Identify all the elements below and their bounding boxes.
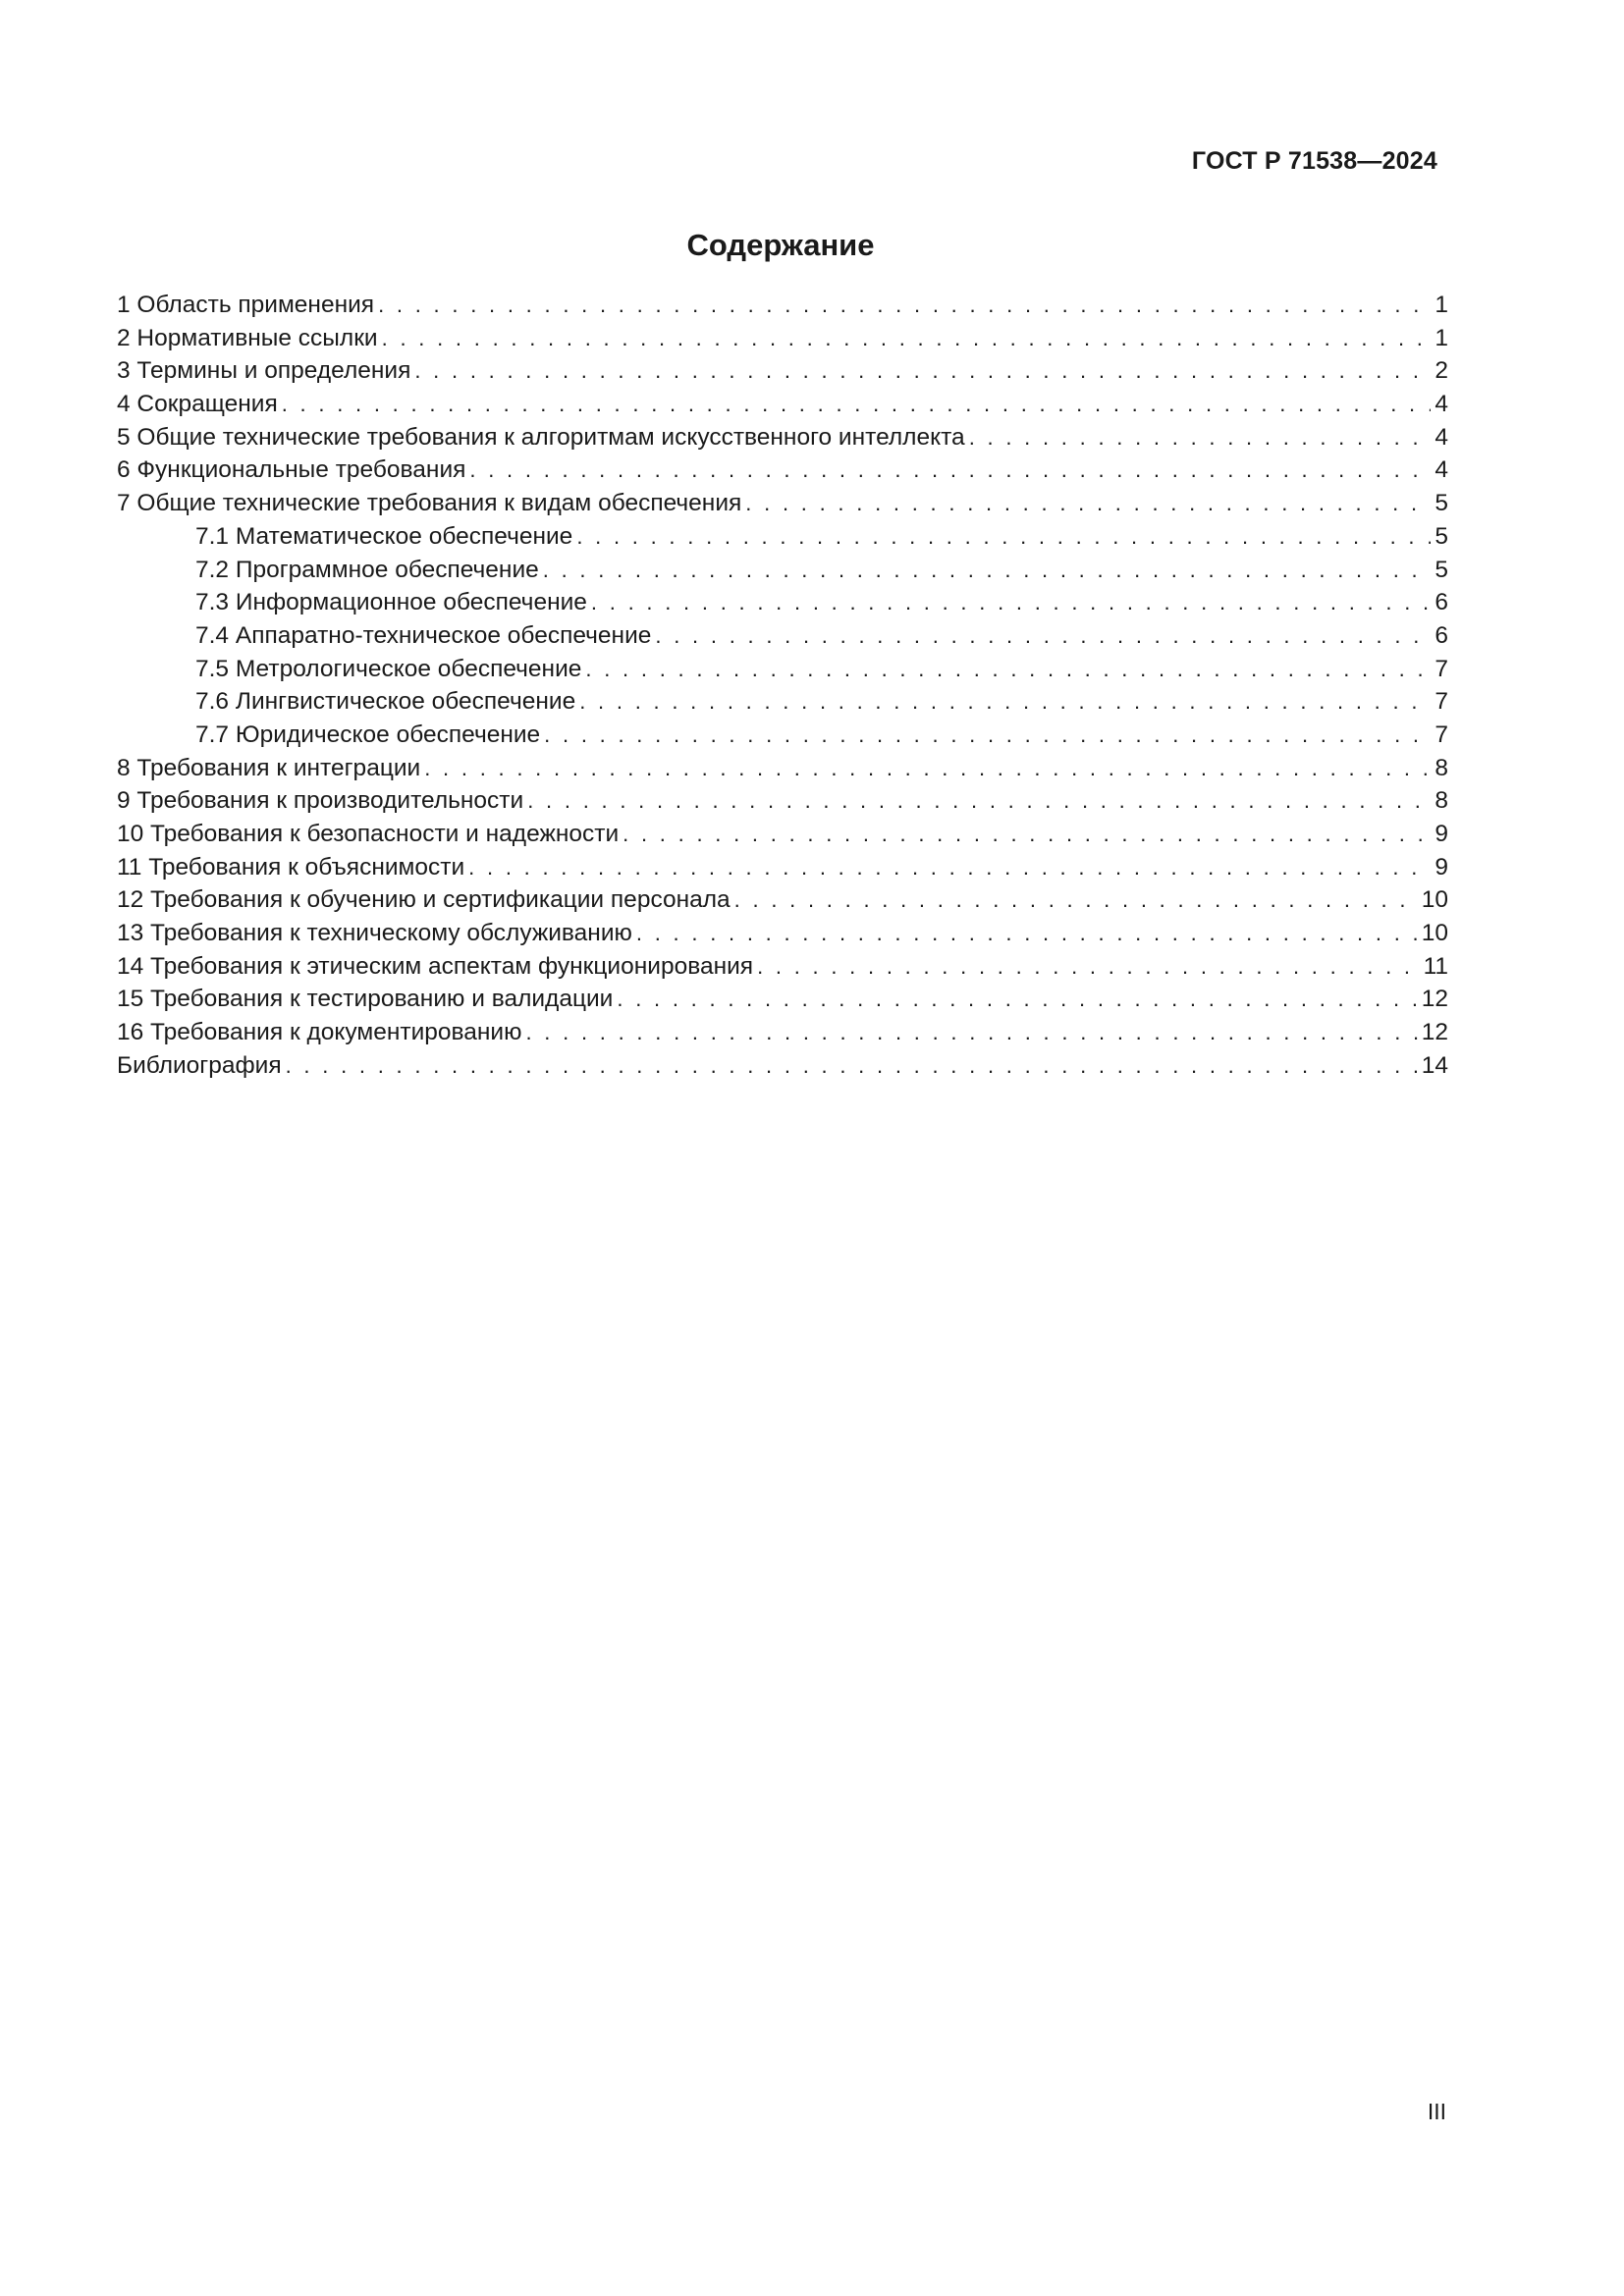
toc-entry-text: 12 Требования к обучению и сертификации персонала	[117, 886, 731, 914]
toc-entry-text: 7.4 Аппаратно-техническое обеспечение	[195, 621, 652, 649]
toc-entry-page: 8	[1435, 787, 1448, 815]
toc-entry-text: 11 Требования к объяснимости	[117, 853, 465, 881]
toc-entry-bibliography[interactable]	[117, 1049, 1448, 1083]
toc-entry-text: 5 Общие технические требования к алгоритмам искусственного интеллекта	[117, 423, 965, 451]
toc-entry-10[interactable]	[117, 818, 1448, 851]
toc-entry-page: 7	[1435, 721, 1448, 748]
toc-entry-7[interactable]	[117, 487, 1448, 520]
toc-entry-text: 4 Сокращения	[117, 391, 278, 418]
toc-entry-page: 4	[1435, 423, 1448, 451]
toc-entry-4[interactable]	[117, 388, 1448, 421]
toc-entry-text: 13 Требования к техническому обслуживанию	[117, 920, 632, 947]
dot-leader	[636, 917, 1418, 950]
dot-leader	[591, 586, 1431, 619]
toc-entry-page: 11	[1423, 952, 1448, 980]
toc-entry-15[interactable]	[117, 983, 1448, 1016]
dot-leader	[414, 354, 1431, 388]
dot-leader	[655, 619, 1431, 653]
toc-entry-text: 9 Требования к производительности	[117, 787, 524, 815]
toc-entry-9[interactable]	[117, 784, 1448, 818]
dot-leader	[617, 983, 1417, 1016]
dot-leader	[282, 388, 1432, 421]
toc-entry-text: 7.7 Юридическое обеспечение	[195, 721, 541, 748]
toc-entry-text: 15 Требования к тестированию и валидации	[117, 986, 614, 1013]
toc-entry-11[interactable]	[117, 851, 1448, 884]
toc-entry-text: 2 Нормативные ссылки	[117, 324, 378, 351]
dot-leader	[757, 950, 1420, 984]
dot-leader	[424, 752, 1431, 785]
toc-entry-1[interactable]	[117, 289, 1448, 322]
toc-entry-7-6[interactable]	[117, 685, 1448, 719]
toc-entry-page: 5	[1435, 522, 1448, 550]
toc-entry-text: 7.1 Математическое обеспечение	[195, 522, 573, 550]
toc-entry-page: 7	[1435, 688, 1448, 716]
toc-entry-page: 5	[1435, 556, 1448, 583]
toc-title: Содержание	[686, 228, 875, 262]
toc-entry-page: 9	[1435, 853, 1448, 881]
dot-leader	[576, 520, 1431, 554]
toc-entry-text: 7 Общие технические требования к видам обеспечения	[117, 490, 742, 517]
toc-entry-text: 7.5 Метрологическое обеспечение	[195, 655, 582, 682]
toc-entry-7-5[interactable]	[117, 653, 1448, 686]
toc-entry-page: 10	[1421, 920, 1448, 947]
dot-leader	[745, 487, 1431, 520]
dot-leader	[286, 1049, 1418, 1083]
toc-entry-3[interactable]	[117, 354, 1448, 388]
toc-entry-page: 7	[1435, 655, 1448, 682]
toc-entry-6[interactable]	[117, 454, 1448, 487]
toc-entry-text: 8 Требования к интеграции	[117, 754, 421, 781]
dot-leader	[527, 784, 1431, 818]
toc-entry-text: Библиография	[117, 1051, 282, 1079]
toc-entry-7-4[interactable]	[117, 619, 1448, 653]
toc-entry-page: 4	[1435, 456, 1448, 484]
toc-entry-page: 9	[1435, 821, 1448, 847]
dot-leader	[543, 554, 1432, 587]
toc-entry-13[interactable]	[117, 917, 1448, 950]
toc-entry-text: 7.3 Информационное обеспечение	[195, 589, 587, 616]
toc-entry-page: 6	[1435, 589, 1448, 616]
toc-entry-page: 1	[1435, 324, 1448, 351]
toc-entry-page: 12	[1421, 986, 1448, 1013]
toc-entry-7-7[interactable]	[117, 719, 1448, 752]
dot-leader	[623, 818, 1431, 851]
dot-leader	[382, 322, 1432, 355]
toc-entry-page: 8	[1435, 754, 1448, 781]
toc-entry-page: 10	[1421, 886, 1448, 914]
toc-entry-text: 3 Термины и определения	[117, 357, 411, 385]
toc-entry-page: 5	[1435, 490, 1448, 517]
toc-entry-page: 14	[1421, 1051, 1448, 1079]
toc-entry-page: 6	[1435, 621, 1448, 649]
dot-leader	[544, 719, 1431, 752]
document-code: ГОСТ Р 71538—2024	[1191, 147, 1437, 175]
toc-entry-14[interactable]	[117, 950, 1448, 984]
toc-entry-text: 14 Требования к этическим аспектам функционирования	[117, 952, 754, 980]
dot-leader	[579, 685, 1431, 719]
page-number: III	[1427, 2099, 1446, 2124]
dot-leader	[585, 653, 1431, 686]
toc-entry-5[interactable]	[117, 421, 1448, 454]
toc-entry-text: 10 Требования к безопасности и надежности	[117, 821, 620, 847]
dot-leader	[525, 1016, 1417, 1049]
toc-entry-2[interactable]	[117, 322, 1448, 355]
toc-entry-text: 16 Требования к документированию	[117, 1019, 522, 1046]
toc-entry-page: 12	[1421, 1019, 1448, 1046]
dot-leader	[734, 883, 1418, 917]
toc-entry-page: 1	[1435, 292, 1448, 318]
toc-entry-12[interactable]	[117, 883, 1448, 917]
toc-entry-text: 6 Функциональные требования	[117, 456, 466, 484]
toc-entry-16[interactable]	[117, 1016, 1448, 1049]
toc-entry-8[interactable]	[117, 752, 1448, 785]
toc-entry-page: 2	[1435, 357, 1448, 385]
dot-leader	[468, 851, 1431, 884]
toc-entry-7-2[interactable]	[117, 554, 1448, 587]
toc-entry-text: 7.2 Программное обеспечение	[195, 556, 539, 583]
toc-entry-7-1[interactable]	[117, 520, 1448, 554]
toc-entry-7-3[interactable]	[117, 586, 1448, 619]
dot-leader	[969, 421, 1432, 454]
dot-leader	[469, 454, 1431, 487]
dot-leader	[378, 289, 1431, 322]
toc-entry-page: 4	[1435, 391, 1448, 418]
table-of-contents	[117, 289, 1448, 1083]
toc-entry-text: 7.6 Лингвистическое обеспечение	[195, 688, 576, 716]
toc-entry-text: 1 Область применения	[117, 292, 375, 318]
